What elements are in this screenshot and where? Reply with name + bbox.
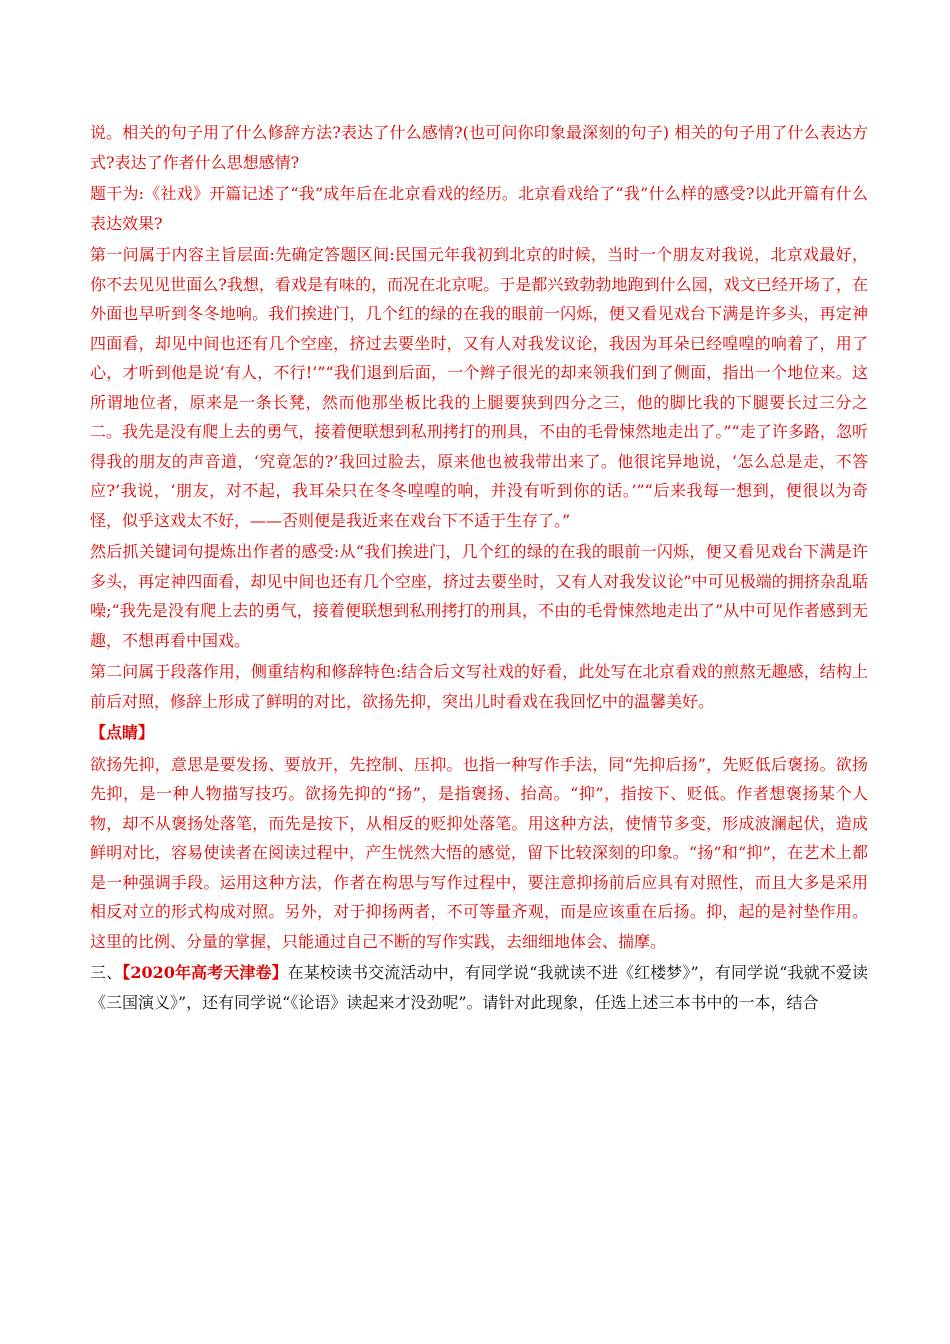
paragraph-first-answer: 第一问属于内容主旨层面:先确定答题区间:民国元年我初到北京的时候，当时一个朋友对我说，北京戏最好，你不去见见世面么?我想，看戏是有味的，而况在北京呢。于是都兴致勃勃地跑到什么园，戏文已经开场了，在外面也早听到冬冬地响。我们挨进门，几个红的绿的在我的眼前一闪烁，便又看见戏台下满是许多头，再定神四面看，却见中间也还有几个空座，挤过去要坐时，又有人对我发议论，我因为耳朵已经喤喤的响着了，用了心，才听到他是说‘有人，不行!’”“我们退到后面，一个辫子很光的却来领我们到了侧面，指出一个地位来。这所谓地位者，原来是一条长凳，然而他那坐板比我的上腿要狭到四分之三，他的脚比我的下腿要长过三分之二。我先是没有爬上去的勇气，接着便联想到私刑拷打的刑具，不由的毛骨悚然地走出了。”“走了许多路，忽听得我的朋友的声音道，‘究竟怎的?’我回过脸去，原来他也被我带出来了。他很诧异地说，‘怎么总是走，不答应?’我说，‘朋友，对不起，我耳朵只在冬冬喤喤的响，并没有听到你的话。’”“后来我每一想到，便很以为奇怪，似乎这戏太不好，——否则便是我近来在戏台下不适于生存了。”: [90, 245, 868, 530]
paragraph-question-intro: 说。相关的句子用了什么修辞方法?表达了什么感情?(也可问你印象最深刻的句子) 相关的句子用了什么表达方式?表达了作者什么思想感情?: [90, 123, 868, 172]
question-text: 在某校读书交流活动中，有同学说“我就读不进《红楼梦》”，有同学说“我就不爱读《三国演义》”，还有同学说“《论语》读起来才没劲呢”。请针对此现象，任选上述三本书中的一本，结合: [90, 963, 868, 1012]
paragraph-dianjing: 欲扬先抑，意思是要发扬、要放开，先控制、压抑。也指一种写作手法，同“先抑后扬”，先贬低后褒扬。欲扬先抑，是一种人物描写技巧。欲扬先抑的“扬”，是指褒扬、抬高。“抑”，指按下、贬低。作者想褒扬某个人物，却不从褒扬处落笔，而先是按下，从相反的贬抑处落笔。用这种方法，使情节多变，形成波澜起伏，造成鲜明对比，容易使读者在阅读过程中，产生恍然大悟的感觉，留下比较深刻的印象。“扬”和“抑”，在艺术上都是一种强调手段。运用这种方法，作者在构思与写作过程中，要注意抑扬前后应具有对照性，而且大多是采用相反对立的形式构成对照。另外，对于抑扬两者，不可等量齐观，而是应该重在后扬。抑，起的是衬垫作用。这里的比例、分量的掌握，只能通过自己不断的写作实践，去细细地体会、揣摩。: [90, 754, 868, 951]
question-three: [90, 958, 868, 1017]
paragraph-author-feeling: 然后抓关键词句提炼出作者的感受:从“我们挨进门，几个红的绿的在我的眼前一闪烁，便又看见戏台下满是许多头，再定神四面看，却见中间也还有几个空座，挤过去要坐时，又有人对我发议论”中可见极端的拥挤杂乱聒噪;“我先是没有爬上去的勇气，接着便联想到私刑拷打的刑具，不由的毛骨悚然地走出了”从中可见作者感到无趣，不想再看中国戏。: [90, 542, 868, 650]
question-number: 三、: [90, 963, 123, 982]
paragraph-second-answer: 第二问属于段落作用，侧重结构和修辞特色:结合后文写社戏的好看，此处写在北京看戏的煎熬无趣感，结构上前后对照，修辞上形成了鲜明的对比，欲扬先抑，突出儿时看戏在我回忆中的温馨美好。: [90, 662, 868, 711]
dianjing-heading: [90, 718, 868, 748]
paragraph-question-stem: 题干为:《社戏》开篇记述了“我”成年后在北京看戏的经历。北京看戏给了“我”什么样的感受?以此开篇有什么表达效果?: [90, 184, 868, 233]
dianjing-label: 【点睛】: [90, 723, 155, 742]
document-page: [90, 118, 868, 1017]
question-source: 【2020年高考天津卷】: [122, 963, 288, 982]
